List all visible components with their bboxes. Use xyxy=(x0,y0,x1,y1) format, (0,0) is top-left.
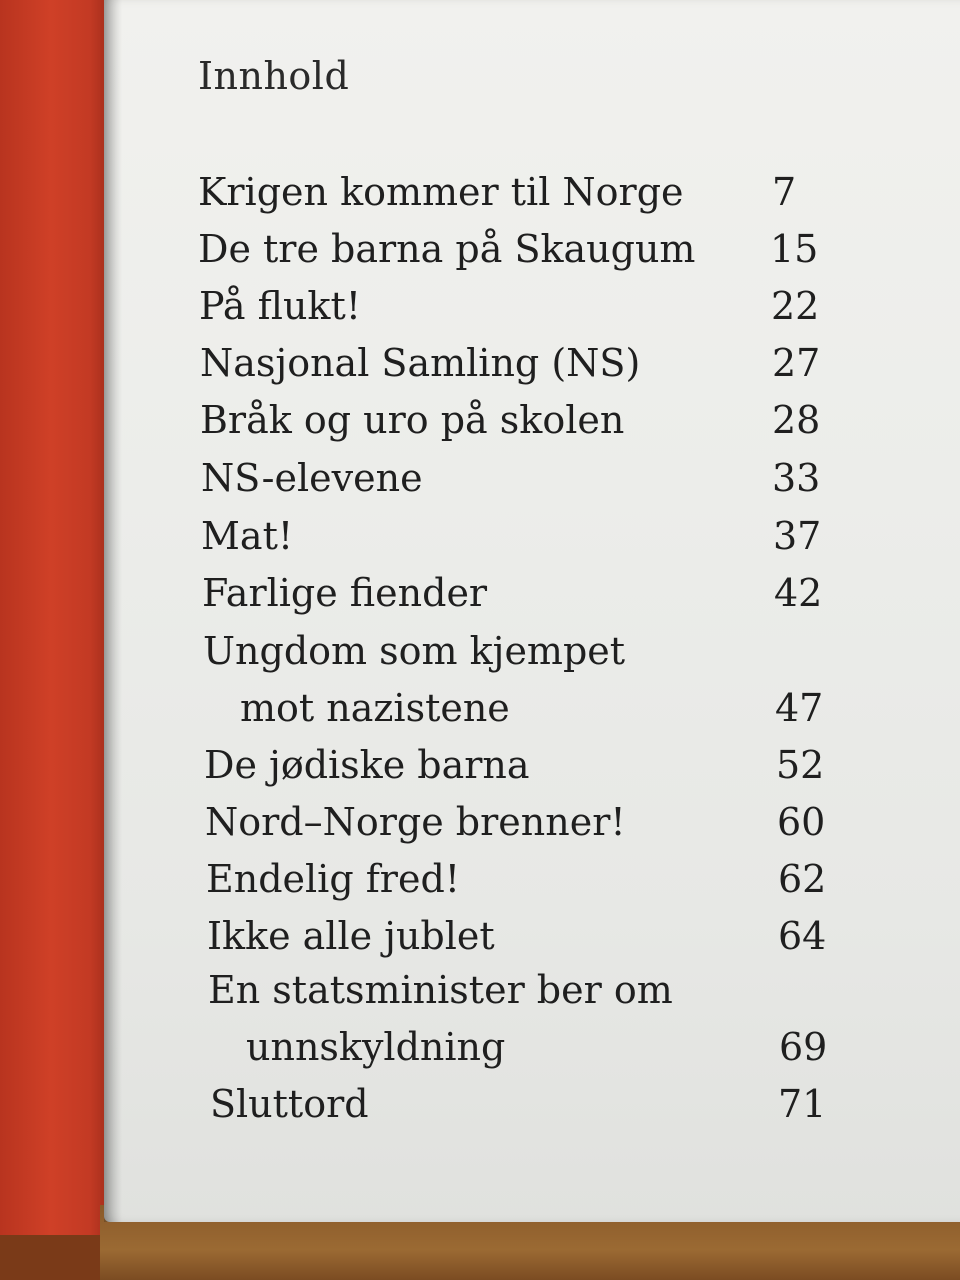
toc-entry-title: En statsminister ber om xyxy=(208,968,673,1012)
toc-entry-page-number: 7 xyxy=(772,170,797,214)
toc-entry-title: Ungdom som kjempet xyxy=(203,629,626,673)
toc-entry-page-number: 22 xyxy=(771,284,820,328)
toc-entry-page-number: 33 xyxy=(772,456,821,500)
toc-entry-page-number: 69 xyxy=(779,1025,828,1069)
toc-entry-page-number: 27 xyxy=(772,341,821,385)
toc-entry-page-number: 28 xyxy=(772,398,821,442)
toc-entry-title: På flukt! xyxy=(199,284,361,328)
toc-entry-title: De tre barna på Skaugum xyxy=(198,227,696,271)
toc-heading: Innhold xyxy=(198,54,350,98)
toc-entry-page-number: 52 xyxy=(776,743,825,787)
toc-entry-title: Bråk og uro på skolen xyxy=(200,398,625,442)
toc-entry-page-number: 42 xyxy=(774,571,823,615)
toc-entry-page-number: 37 xyxy=(773,514,822,558)
toc-entry-title: De jødiske barna xyxy=(204,743,530,787)
toc-entry-page-number: 64 xyxy=(778,914,827,958)
toc-entry-page-number: 62 xyxy=(778,857,827,901)
toc-entry-title: NS-elevene xyxy=(201,456,423,500)
toc-entry-page-number: 15 xyxy=(770,227,819,271)
toc-entry-title: Farlige fiender xyxy=(202,571,488,615)
toc-entry-title: Ikke alle jublet xyxy=(207,914,495,958)
toc-entry-page-number: 47 xyxy=(775,686,824,730)
toc-entry-continuation: unnskyldning xyxy=(246,1025,506,1069)
toc-entry-title: Krigen kommer til Norge xyxy=(198,170,684,214)
toc-entry-page-number: 71 xyxy=(778,1082,827,1126)
toc-entry-title: Mat! xyxy=(201,514,294,558)
toc-entry-page-number: 60 xyxy=(777,800,826,844)
toc-entry-title: Sluttord xyxy=(210,1082,369,1126)
toc-entry-title: Nasjonal Samling (NS) xyxy=(200,341,641,385)
toc-entry-continuation: mot nazistene xyxy=(240,686,510,730)
toc-entry-title: Endelig fred! xyxy=(206,857,461,901)
toc-entry-title: Nord–Norge brenner! xyxy=(205,800,626,844)
